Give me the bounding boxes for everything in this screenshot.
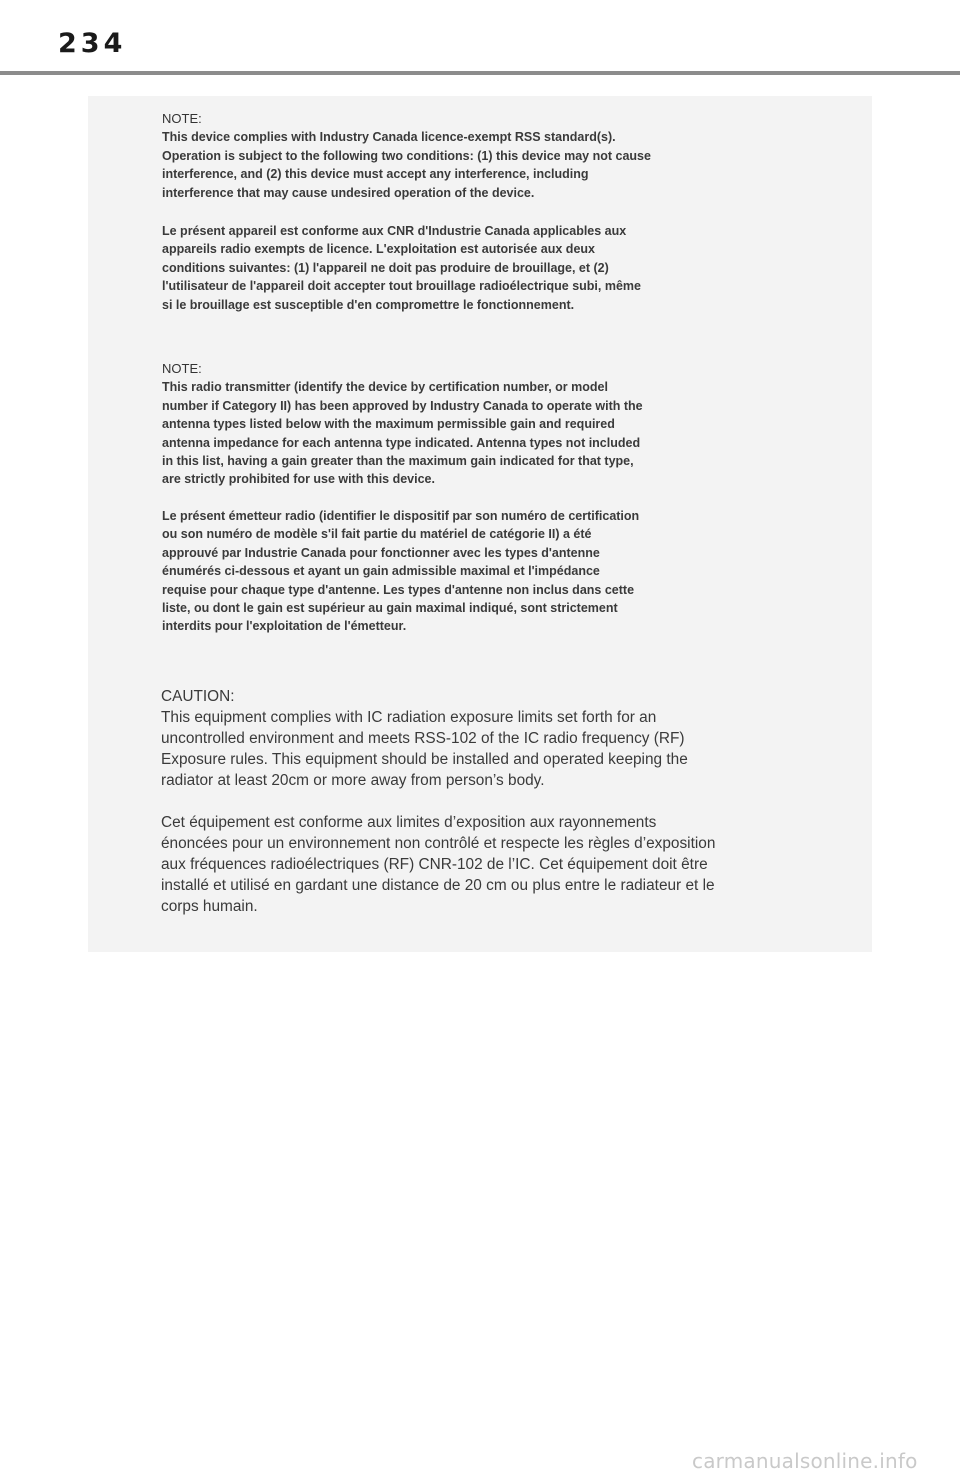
caution-heading: CAUTION: [161, 688, 235, 705]
notice1-fr-line: conditions suivantes: (1) l'appareil ne doit pas produire de brouillage, et (2) [162, 260, 609, 275]
caution-english [161, 686, 688, 791]
caution-fr-line: Cet équipement est conforme aux limites d’exposition aux rayonnements [161, 814, 657, 831]
caution-fr-line: aux fréquences radioélectriques (RF) CNR-102 de l’IC. Cet équipement doit être [161, 856, 708, 873]
notice1-heading: NOTE: [162, 111, 202, 126]
notice1-en-line: This device complies with Industry Canada licence-exempt RSS standard(s). [162, 130, 616, 145]
caution-fr-line: énoncées pour un environnement non contrôlé et respecte les règles d’exposition [161, 835, 716, 852]
notice1-fr-line: si le brouillage est susceptible d'en compromettre le fonctionnement. [162, 297, 575, 312]
notice2-english [162, 360, 643, 489]
notice1-en-line: interference, and (2) this device must accept any interference, including [162, 167, 589, 182]
page-number: 234 [58, 28, 127, 59]
notice2-en-line: in this list, having a gain greater than the maximum gain indicated for that type, [162, 454, 634, 469]
notice2-fr-line: énumérés ci-dessous et ayant un gain admissible maximal et l'impédance [162, 564, 600, 579]
caution-en-line: This equipment complies with IC radiation exposure limits set forth for an [161, 709, 657, 726]
notice2-en-line: This radio transmitter (identify the device by certification number, or model [162, 380, 608, 395]
notice1-fr-line: l'utilisateur de l'appareil doit accepter tout brouillage radioélectrique subi, même [162, 279, 641, 294]
notice2-fr-line: interdits pour l'exploitation de l'émetteur. [162, 619, 407, 634]
notice2-fr-line: liste, ou dont le gain est supérieur au gain maximal indiqué, sont strictement [162, 601, 618, 616]
notice2-heading: NOTE: [162, 361, 202, 376]
notice1-fr-line: appareils radio exempts de licence. L'exploitation est autorisée aux deux [162, 242, 595, 257]
caution-french [161, 812, 715, 917]
notice2-en-line: number if Category II) has been approved by Industry Canada to operate with the [162, 398, 643, 413]
caution-fr-line: installé et utilisé en gardant une distance de 20 cm ou plus entre le radiateur et le [161, 877, 715, 894]
caution-en-line: Exposure rules. This equipment should be installed and operated keeping the [161, 751, 688, 768]
caution-en-line: radiator at least 20cm or more away from person’s body. [161, 772, 545, 789]
notice2-en-line: antenna types listed below with the maximum permissible gain and required [162, 417, 615, 432]
caution-fr-line: corps humain. [161, 898, 258, 915]
notice2-en-line: antenna impedance for each antenna type indicated. Antenna types not included [162, 435, 641, 450]
notice2-en-line: are strictly prohibited for use with this device. [162, 472, 435, 487]
notice1-english [162, 110, 651, 202]
notice1-en-line: Operation is subject to the following two conditions: (1) this device may not cause [162, 148, 651, 163]
notice2-fr-line: Le présent émetteur radio (identifier le dispositif par son numéro de certification [162, 509, 640, 523]
notice1-fr-line: Le présent appareil est conforme aux CNR d'Industrie Canada applicables aux [162, 224, 627, 238]
header-rule [0, 71, 960, 75]
site-watermark: carmanualsonline.info [692, 1449, 918, 1473]
notice2-fr-line: approuvé par Industrie Canada pour fonctionner avec les types d'antenne [162, 545, 600, 560]
notice1-french [162, 222, 641, 314]
notice1-en-line: interference that may cause undesired operation of the device. [162, 185, 535, 200]
caution-en-line: uncontrolled environment and meets RSS-102 of the IC radio frequency (RF) [161, 730, 685, 747]
notice2-fr-line: ou son numéro de modèle s'il fait partie du matériel de catégorie II) a été [162, 527, 592, 542]
notice2-french [162, 507, 639, 636]
notice2-fr-line: requise pour chaque type d'antenne. Les types d'antenne non inclus dans cette [162, 582, 635, 597]
